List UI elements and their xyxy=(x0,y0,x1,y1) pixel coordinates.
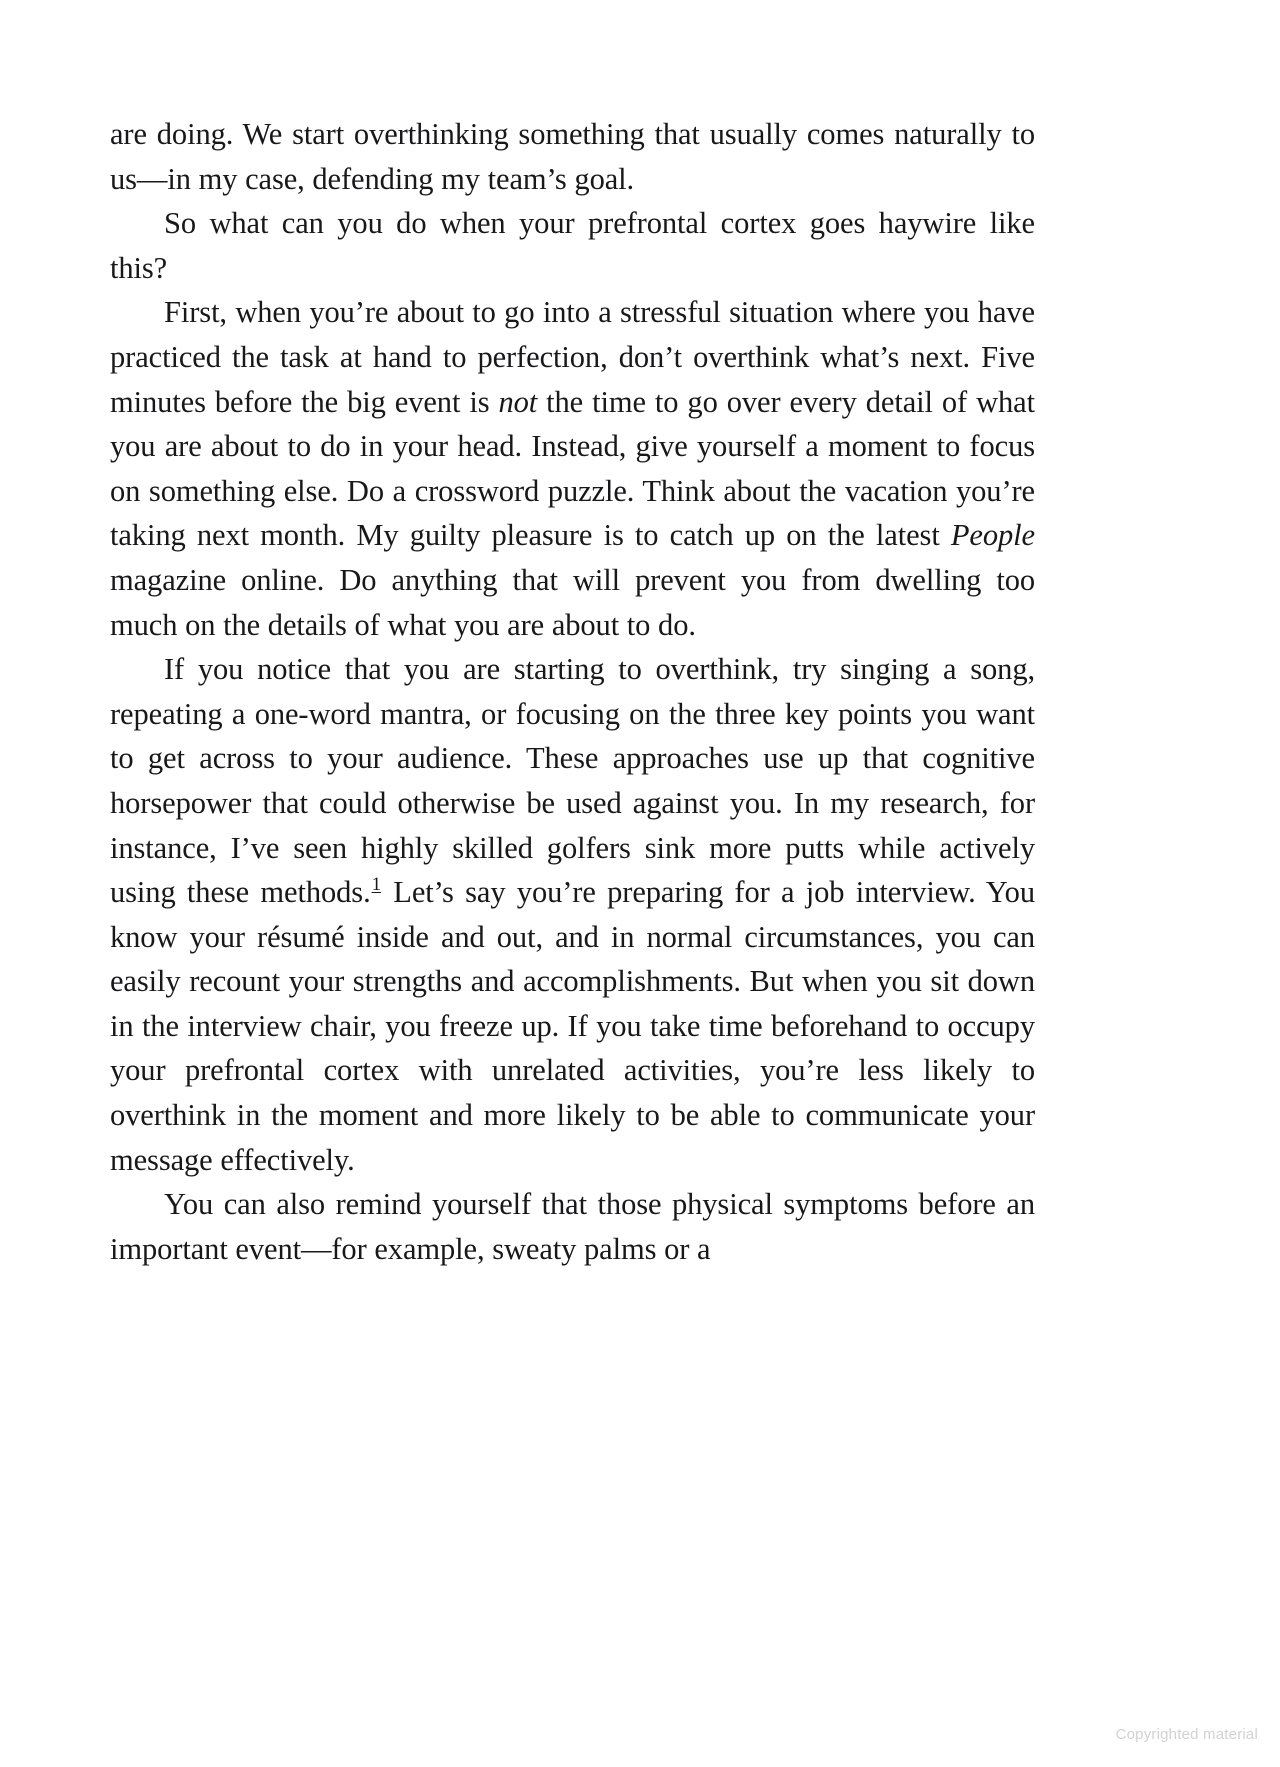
paragraph xyxy=(110,290,1035,647)
text-run: So what can you do when your prefrontal cortex goes haywire like this? xyxy=(110,206,1035,285)
copyright-watermark: Copyrighted material xyxy=(1115,1726,1258,1743)
text-run: You can also remind yourself that those physical symptoms before an important event—for example, sweaty palms or a xyxy=(110,1187,1035,1266)
paragraph xyxy=(110,112,1035,201)
text-run: Let’s say you’re preparing for a job interview. You know your résumé inside and out, and in normal circumstances, you can easily recount your strengths and accomplishments. But when you sit down in the interview chair, you freeze up. If you take time beforehand to occupy your prefrontal cortex with unrelated activities, you’re less likely to overthink in the moment and more likely to be able to communicate your message effectively. xyxy=(110,875,1035,1177)
paragraph xyxy=(110,201,1035,290)
emphasis-text: not xyxy=(498,384,538,419)
paragraph xyxy=(110,647,1035,1182)
footnote-reference-link[interactable]: 1 xyxy=(371,874,381,896)
text-run: the time to go over every detail of what you are about to do in your head. Instead, give yourself a moment to focus on something else. Do a crossword puzzle. Think about the vacation you’re taking next month. My guilty pleasure is to catch up on the latest xyxy=(110,384,1035,553)
body-text-column xyxy=(110,112,1035,1271)
text-run: First, when you’re about to go into a stressful situation where you have practiced the task at hand to perfection, don’t overthink what’s next. Five minutes before the big event is xyxy=(110,295,1035,419)
emphasis-text: People xyxy=(950,518,1035,553)
text-run: are doing. We start overthinking something that usually comes naturally to us—in my case, defending my team’s goal. xyxy=(110,117,1035,196)
text-run: If you notice that you are starting to overthink, try singing a song, repeating a one-word mantra, or focusing on the three key points you want to get across to your audience. These approaches use up that cognitive horsepower that could otherwise be used against you. In my research, for instance, I’ve seen highly skilled golfers sink more putts while actively using these methods. xyxy=(110,652,1035,910)
paragraph xyxy=(110,1182,1035,1271)
text-run: magazine online. Do anything that will prevent you from dwelling too much on the details of what you are about to do. xyxy=(110,562,1035,642)
